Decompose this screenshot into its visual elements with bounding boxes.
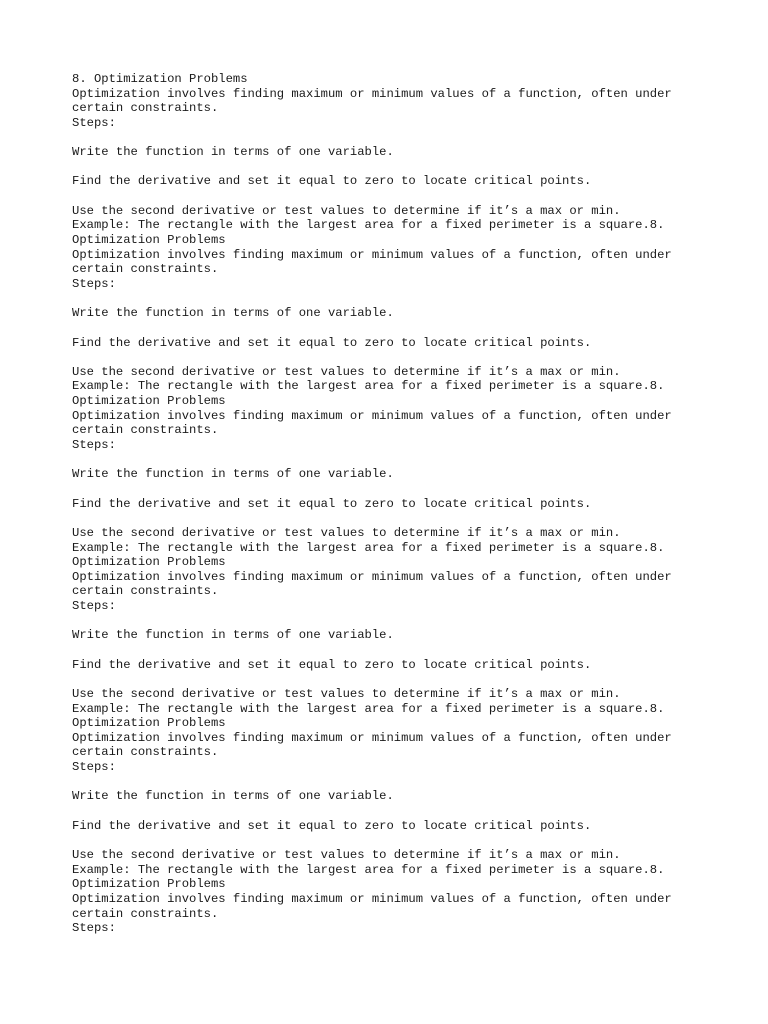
document-line: Find the derivative and set it equal to zero to locate critical points. bbox=[72, 174, 592, 189]
document-line: Example: The rectangle with the largest area for a fixed perimeter is a square.8. bbox=[72, 862, 665, 877]
document-line: certain constraints. bbox=[72, 262, 219, 277]
document-line: Write the function in terms of one variable. bbox=[72, 306, 394, 321]
document-line bbox=[72, 672, 712, 687]
document-line bbox=[72, 453, 712, 468]
document-line: Write the function in terms of one variable. bbox=[72, 467, 394, 482]
document-line bbox=[72, 131, 712, 146]
document-line: Use the second derivative or test values to determine if it’s a max or min. bbox=[72, 847, 621, 862]
document-line: Optimization involves finding maximum or minimum values of a function, often under bbox=[72, 86, 672, 101]
document-line: Optimization involves finding maximum or minimum values of a function, often under bbox=[72, 569, 672, 584]
document-line: Find the derivative and set it equal to zero to locate critical points. bbox=[72, 335, 592, 350]
document-line bbox=[72, 833, 712, 848]
document-line: Steps: bbox=[72, 276, 116, 291]
document-line: Example: The rectangle with the largest area for a fixed perimeter is a square.8. bbox=[72, 540, 665, 555]
document-line bbox=[72, 614, 712, 629]
document-line bbox=[72, 643, 712, 658]
document-line bbox=[72, 292, 712, 307]
document-line bbox=[72, 189, 712, 204]
document-line: Optimization involves finding maximum or minimum values of a function, often under bbox=[72, 247, 672, 262]
document-line: Use the second derivative or test values to determine if it’s a max or min. bbox=[72, 525, 621, 540]
document-line bbox=[72, 804, 712, 819]
document-line: Optimization involves finding maximum or minimum values of a function, often under bbox=[72, 730, 672, 745]
document-line bbox=[72, 350, 712, 365]
document-line: Use the second derivative or test values to determine if it’s a max or min. bbox=[72, 203, 621, 218]
document-line: Find the derivative and set it equal to zero to locate critical points. bbox=[72, 657, 592, 672]
document-line: Use the second derivative or test values to determine if it’s a max or min. bbox=[72, 686, 621, 701]
document-line: Find the derivative and set it equal to zero to locate critical points. bbox=[72, 818, 592, 833]
document-line bbox=[72, 160, 712, 175]
document-line: Example: The rectangle with the largest area for a fixed perimeter is a square.8. bbox=[72, 701, 665, 716]
document-line: Steps: bbox=[72, 760, 116, 775]
document-line: Optimization involves finding maximum or minimum values of a function, often under bbox=[72, 891, 672, 906]
document-line: Write the function in terms of one variable. bbox=[72, 145, 394, 160]
document-line: certain constraints. bbox=[72, 745, 219, 760]
document-line: Optimization Problems bbox=[72, 394, 226, 409]
document-line: Steps: bbox=[72, 438, 116, 453]
document-line: Example: The rectangle with the largest area for a fixed perimeter is a square.8. bbox=[72, 218, 665, 233]
document-body bbox=[72, 72, 712, 936]
document-line: Optimization involves finding maximum or minimum values of a function, often under bbox=[72, 408, 672, 423]
document-line: Example: The rectangle with the largest area for a fixed perimeter is a square.8. bbox=[72, 379, 665, 394]
document-line bbox=[72, 511, 712, 526]
document-line: certain constraints. bbox=[72, 906, 219, 921]
document-line: Write the function in terms of one variable. bbox=[72, 789, 394, 804]
document-line bbox=[72, 482, 712, 497]
document-line: Use the second derivative or test values to determine if it’s a max or min. bbox=[72, 364, 621, 379]
document-line: certain constraints. bbox=[72, 584, 219, 599]
document-line: Find the derivative and set it equal to zero to locate critical points. bbox=[72, 496, 592, 511]
document-line: certain constraints. bbox=[72, 101, 219, 116]
document-line: certain constraints. bbox=[72, 423, 219, 438]
document-line bbox=[72, 775, 712, 790]
document-line: Optimization Problems bbox=[72, 716, 226, 731]
document-line: Steps: bbox=[72, 115, 116, 130]
document-line: Steps: bbox=[72, 599, 116, 614]
document-line: Optimization Problems bbox=[72, 877, 226, 892]
document-line: 8. Optimization Problems bbox=[72, 72, 248, 86]
document-line: Optimization Problems bbox=[72, 555, 226, 570]
document-line: Optimization Problems bbox=[72, 233, 226, 248]
document-line: Steps: bbox=[72, 921, 116, 936]
document-line bbox=[72, 321, 712, 336]
document-line: Write the function in terms of one variable. bbox=[72, 628, 394, 643]
